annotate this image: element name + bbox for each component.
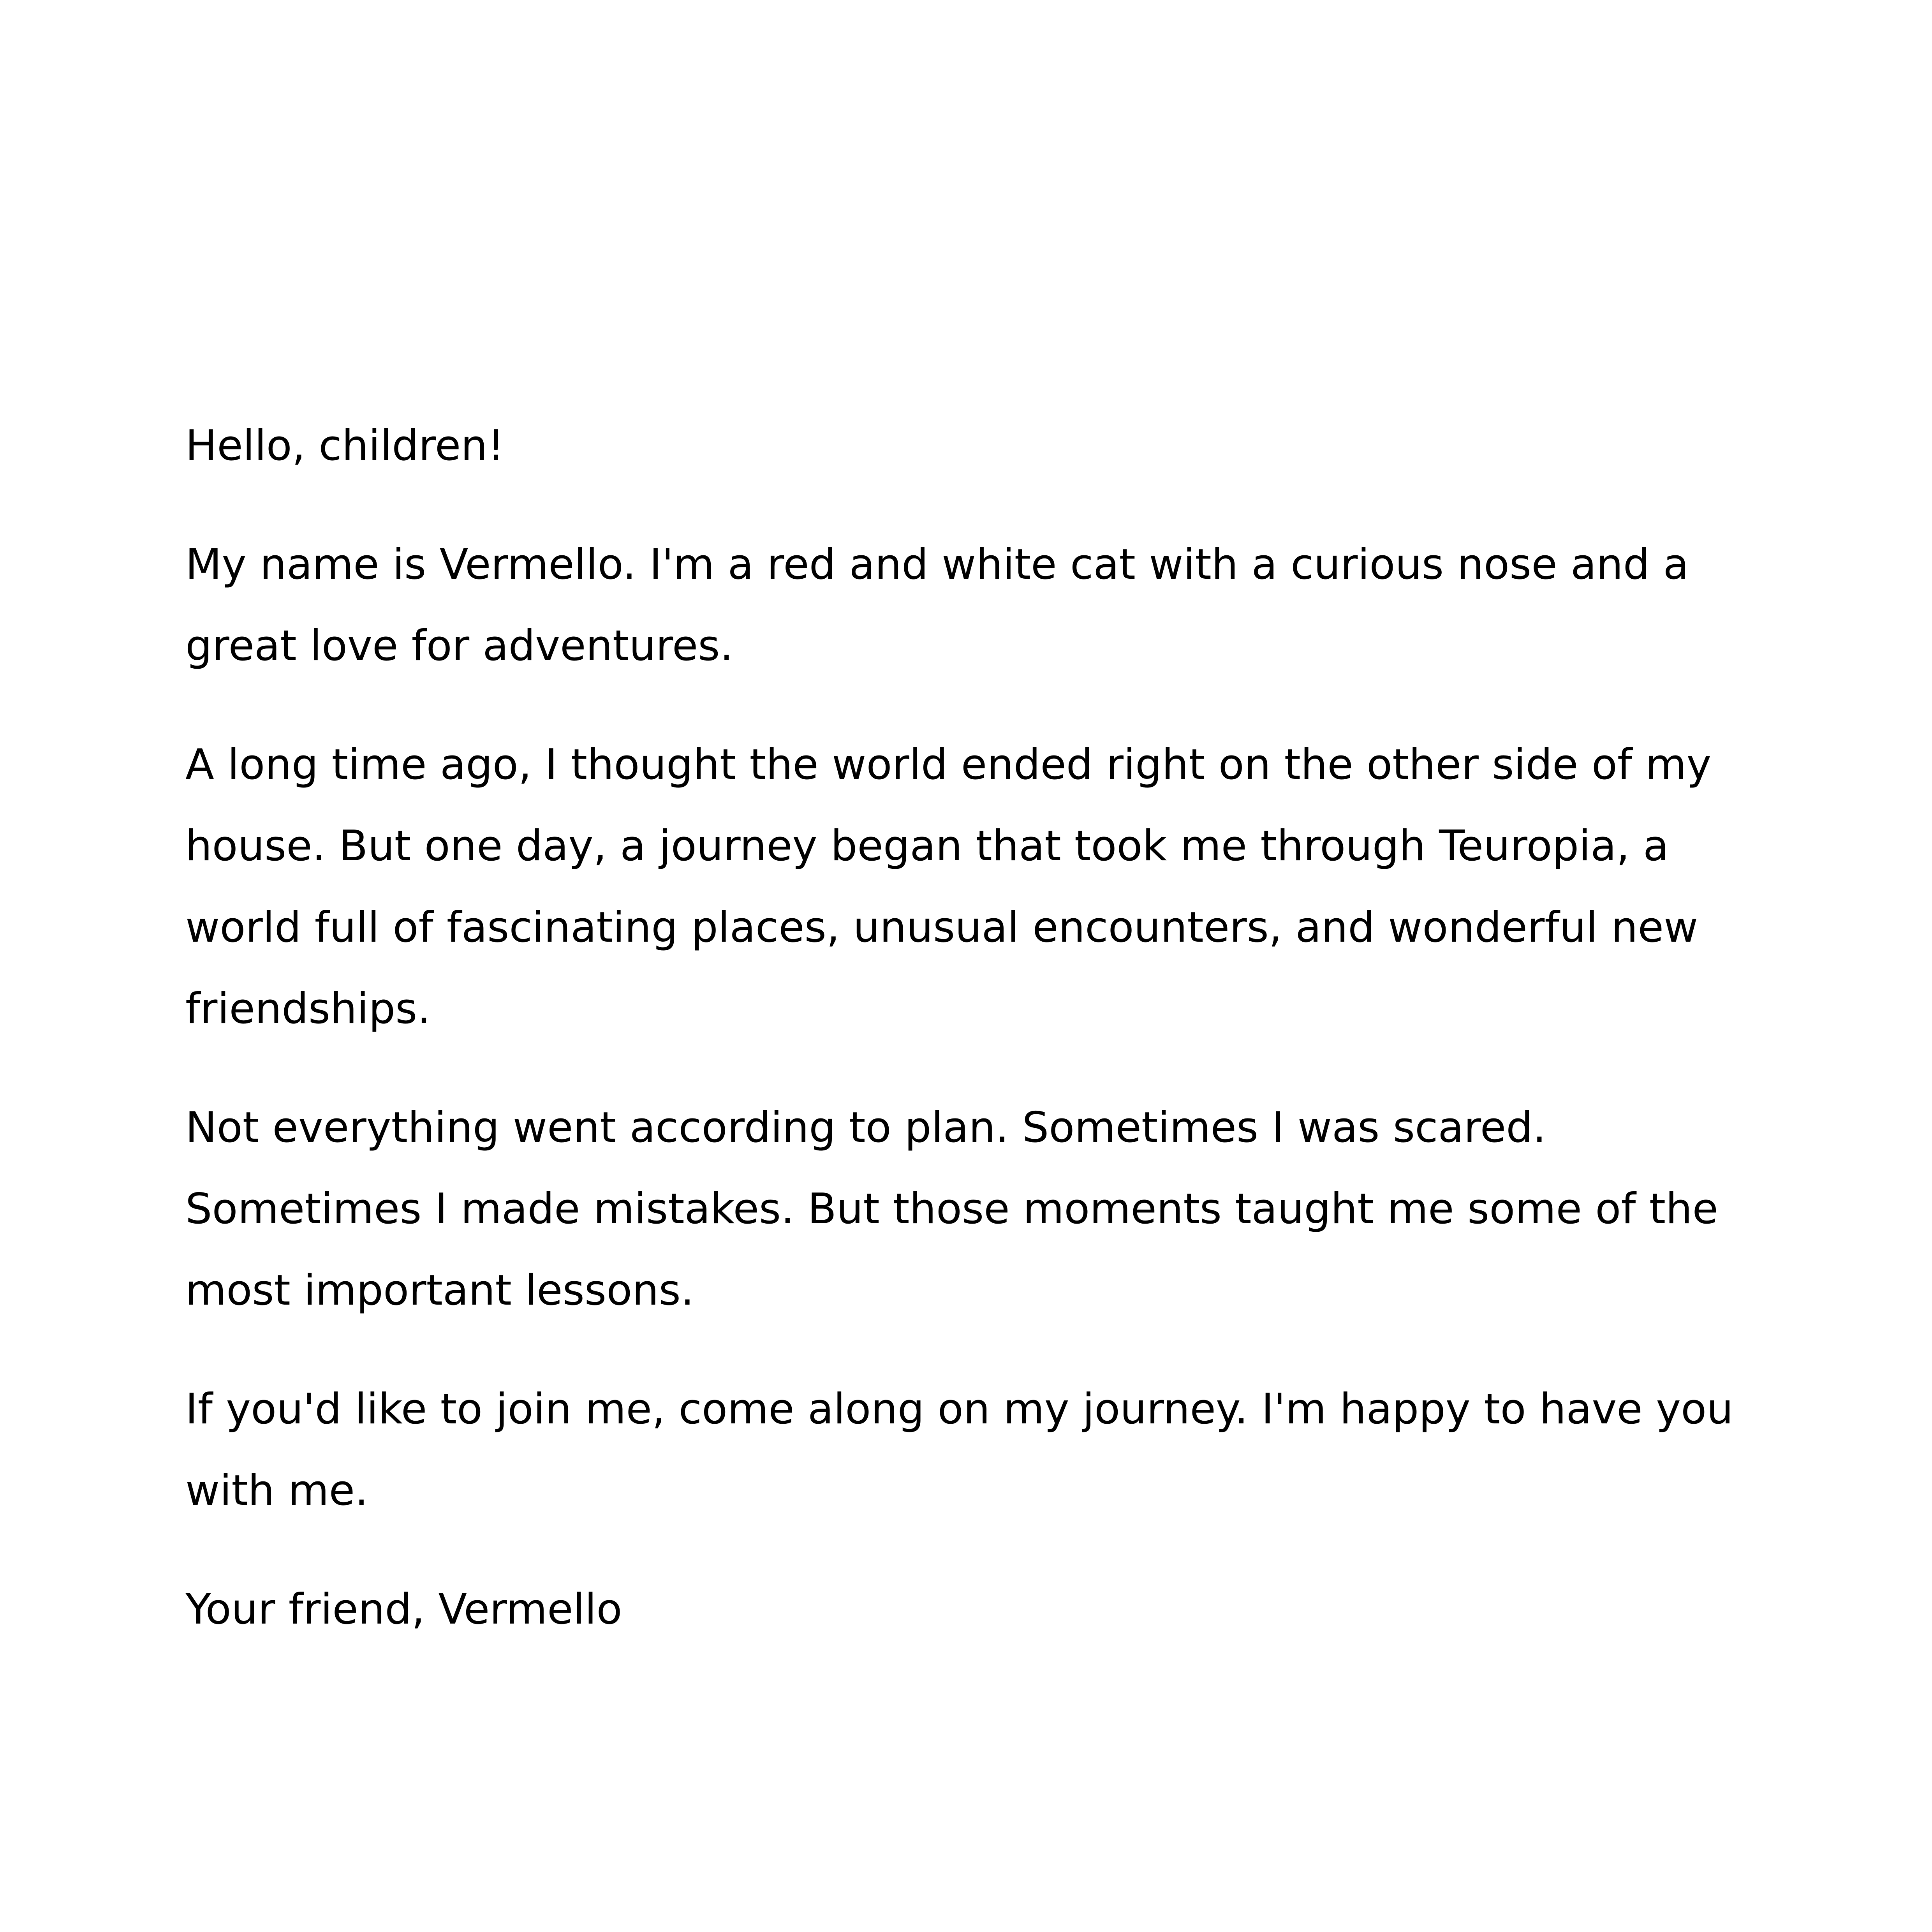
letter-signoff: Your friend, Vermello: [185, 1585, 622, 1634]
letter-paragraph-2: A long time ago, I thought the world ended right on the other side of my house. But one day, a journey began that took me through Teuropia, a world full of fascinating places, unusual encounters, and wonderful new friendships.: [185, 740, 1712, 1033]
letter-paragraph-3: Not everything went according to plan. Sometimes I was scared. Sometimes I made mistakes. But those moments taught me some of the most important lessons.: [185, 1103, 1718, 1315]
letter-greeting: Hello, children!: [185, 421, 505, 470]
letter-paragraph-4: If you'd like to join me, come along on my journey. I'm happy to have you with me.: [185, 1385, 1733, 1515]
letter-paragraph-1: My name is Vermello. I'm a red and white cat with a curious nose and a great love for adventures.: [185, 540, 1689, 670]
letter-body: [185, 405, 1743, 1650]
